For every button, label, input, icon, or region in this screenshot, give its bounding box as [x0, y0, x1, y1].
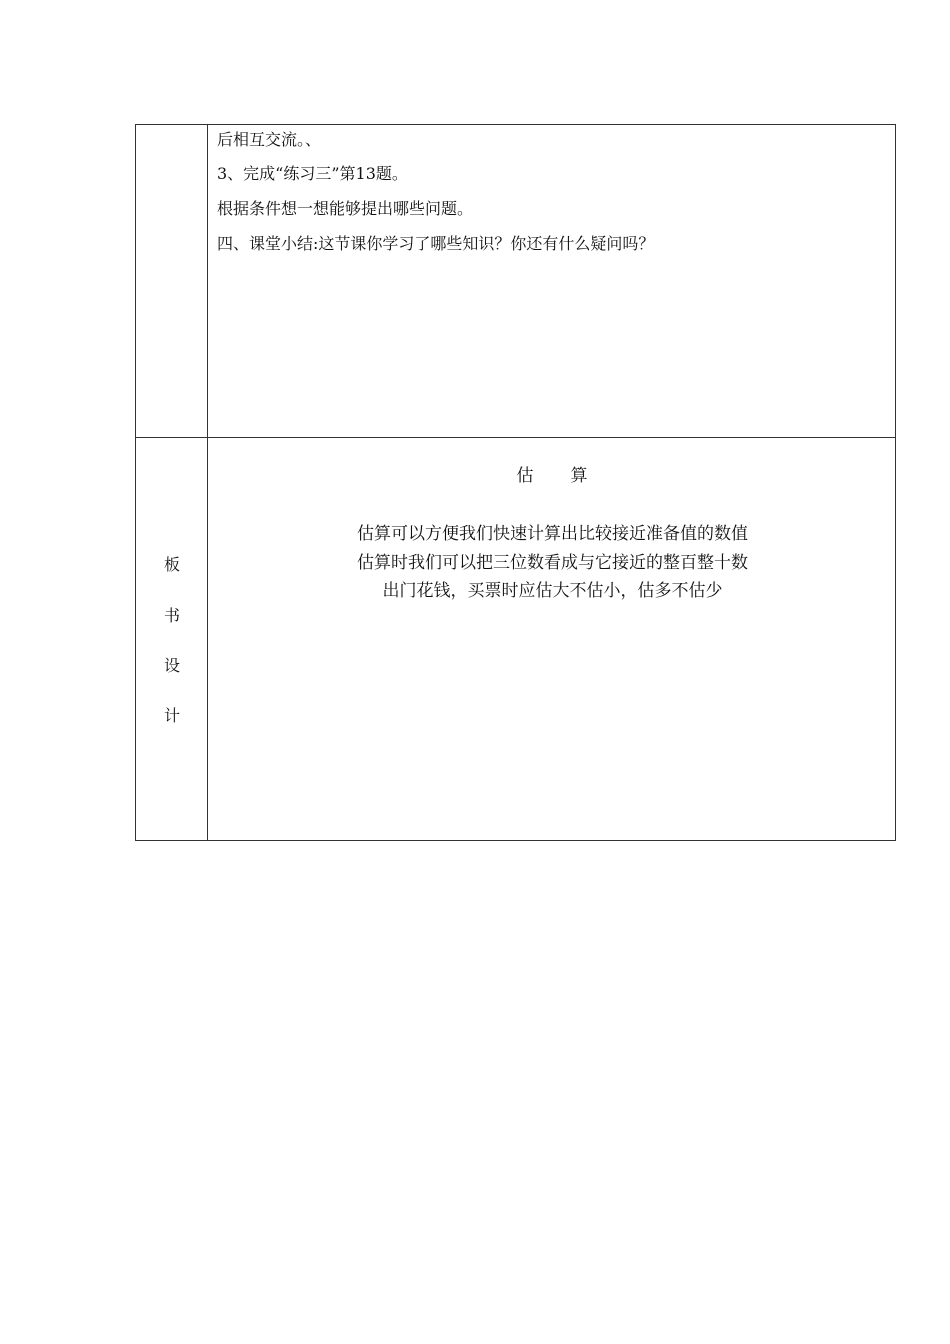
board-design-label-char: 书	[163, 606, 180, 625]
board-line: 出门花钱，买票时应估大不估小，估多不估少	[382, 581, 723, 601]
text-line: 四、课堂小结:这节课你学习了哪些知识？你还有什么疑问吗？	[217, 234, 655, 253]
text-line: 后相互交流。、	[217, 130, 322, 149]
text-line: 3、完成“练习三”第13题。	[217, 164, 408, 183]
text-line: 根据条件想一想能够提出哪些问题。	[217, 199, 474, 218]
board-design-label-char: 板	[163, 555, 180, 574]
lesson-plan-table	[135, 124, 896, 841]
board-line: 估算可以方便我们快速计算出比较接近准备值的数值	[357, 524, 748, 544]
board-line: 估算时我们可以把三位数看成与它接近的整百整十数	[357, 553, 748, 573]
row-divider	[136, 437, 895, 438]
board-design-label-char: 设	[163, 656, 180, 675]
board-design-label-char: 计	[163, 706, 180, 725]
board-title: 估 算	[516, 466, 589, 486]
